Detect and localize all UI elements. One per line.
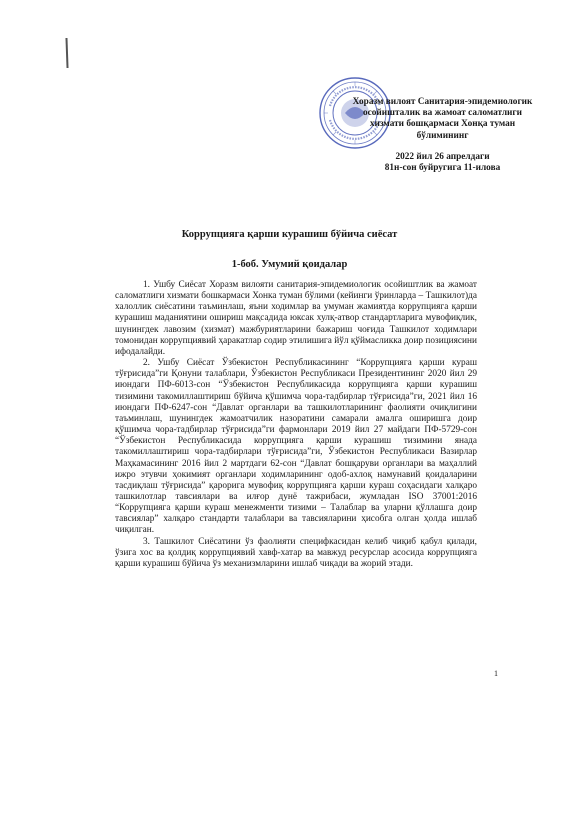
- paragraph-3: 3. Ташкилот Сиёсатини ўз фаолияти специфкасидан келиб чиқиб қабул қилади, ўзига хос ва қолдиқ коррупциявий хавф-хатар ва мавжуд ресурслар асосида коррупцияга қарши курашиш бўйича ўз механизмларини ишлаб чиқади ва жорий этади.: [115, 536, 477, 569]
- approval-line: Хоразм вилоят Санитария-эпидемиологик: [352, 97, 533, 107]
- approval-order-ref: 81н-сон буйругига 11-илова: [384, 163, 501, 174]
- chapter-title: 1-боб. Умумий қоидалар: [231, 259, 348, 270]
- document-title: Коррупцияга қарши курашиш бўйича сиёсат: [181, 229, 398, 240]
- page-number: 1: [494, 669, 498, 678]
- approval-block: [330, 97, 555, 174]
- paragraph-2: 2. Ушбу Сиёсат Ўзбекистон Республикасининг “Коррупцияга қарши кураш тўғрисида”ги Қонуни талаблари, Ўзбекистон Республикаси Президентининг 2020 йил 29 июндаги ПФ-6013-сон “Ўзбекистон Республикасида коррупцияга қарши курашиш тизимини такомиллаштириш бўйича қўшимча чора-тадбирлар тўғрисида”ги, 2021 йил 16 июндаги ПФ-6247-сон “Давлат органлари ва ташкилотларининг фаолияти очиқлигини таъминлаш, шунингдек жамоатчилик назоратини самарали амалга оширишга доир қўшимча чора-тадбирлар тўғрисида”ги фармонлари 2019 йил 27 майдаги ПФ-5729-сон “Ўзбекистон Республикасида коррупцияга қарши курашиш тизимини янада такомиллаштириш чора-тадбирлари тўғрисида”ги, Ўзбекистон Республикаси Вазирлар Маҳкамасининг 2016 йил 2 мартдаги 62-сон “Давлат бошқаруви органлари ва маҳаллий ижро этувчи ҳокимият органлари ходимларининг одоб-ахлоқ намунавий қоидаларини тасдиқлаш тўғрисида” қарорига мувофиқ коррупцияга қарши кураш соҳасидаги халқаро ташкилотлар тавсиялари ва илғор дунё тажрибаси, жумладан ISO 37001:2016 “Коррупцияга қарши кураш менежменти тизими – Талаблар ва уларни қўллашга доир тавсиялар” халқаро стандарти талаблари ва тавсияларини ҳисобга олган ҳолда ишлаб чиқилган.: [115, 358, 477, 536]
- approval-date: 2022 йил 26 апрелдаги: [395, 151, 490, 162]
- approval-line: бўлимининг: [416, 130, 469, 141]
- margin-pen-mark: [65, 38, 68, 68]
- approval-line: хизмати бошқармаси Хонқа туман: [369, 119, 516, 130]
- approval-line: осойишталик ва жамоат саломатлиги: [362, 108, 522, 119]
- document-body: [115, 280, 477, 570]
- paragraph-1: 1. Ушбу Сиёсат Хоразм вилояти санитария-эпидемиологик осойиштлик ва жамоат саломатлиги хизмати бошкармаси Хонка туман бўлими (кейинги ўринларда – Ташкилот)да халоллик сиёсатини таъминлаш, яъни ходимлар ва умуман жамиятда коррупцияга қарши курашиш маданиятини ошириш мақсадида юксак хулқ-атвор стандартларига мувофиқлик, шунингдек лавозим (хизмат) мажбуриятларини бажариш чоғида Ташкилот ходимлари томонидан коррупциявий ҳаракатлар содир этилишига йўл қўймасликка доир позициясини ифодалайди.: [115, 280, 477, 357]
